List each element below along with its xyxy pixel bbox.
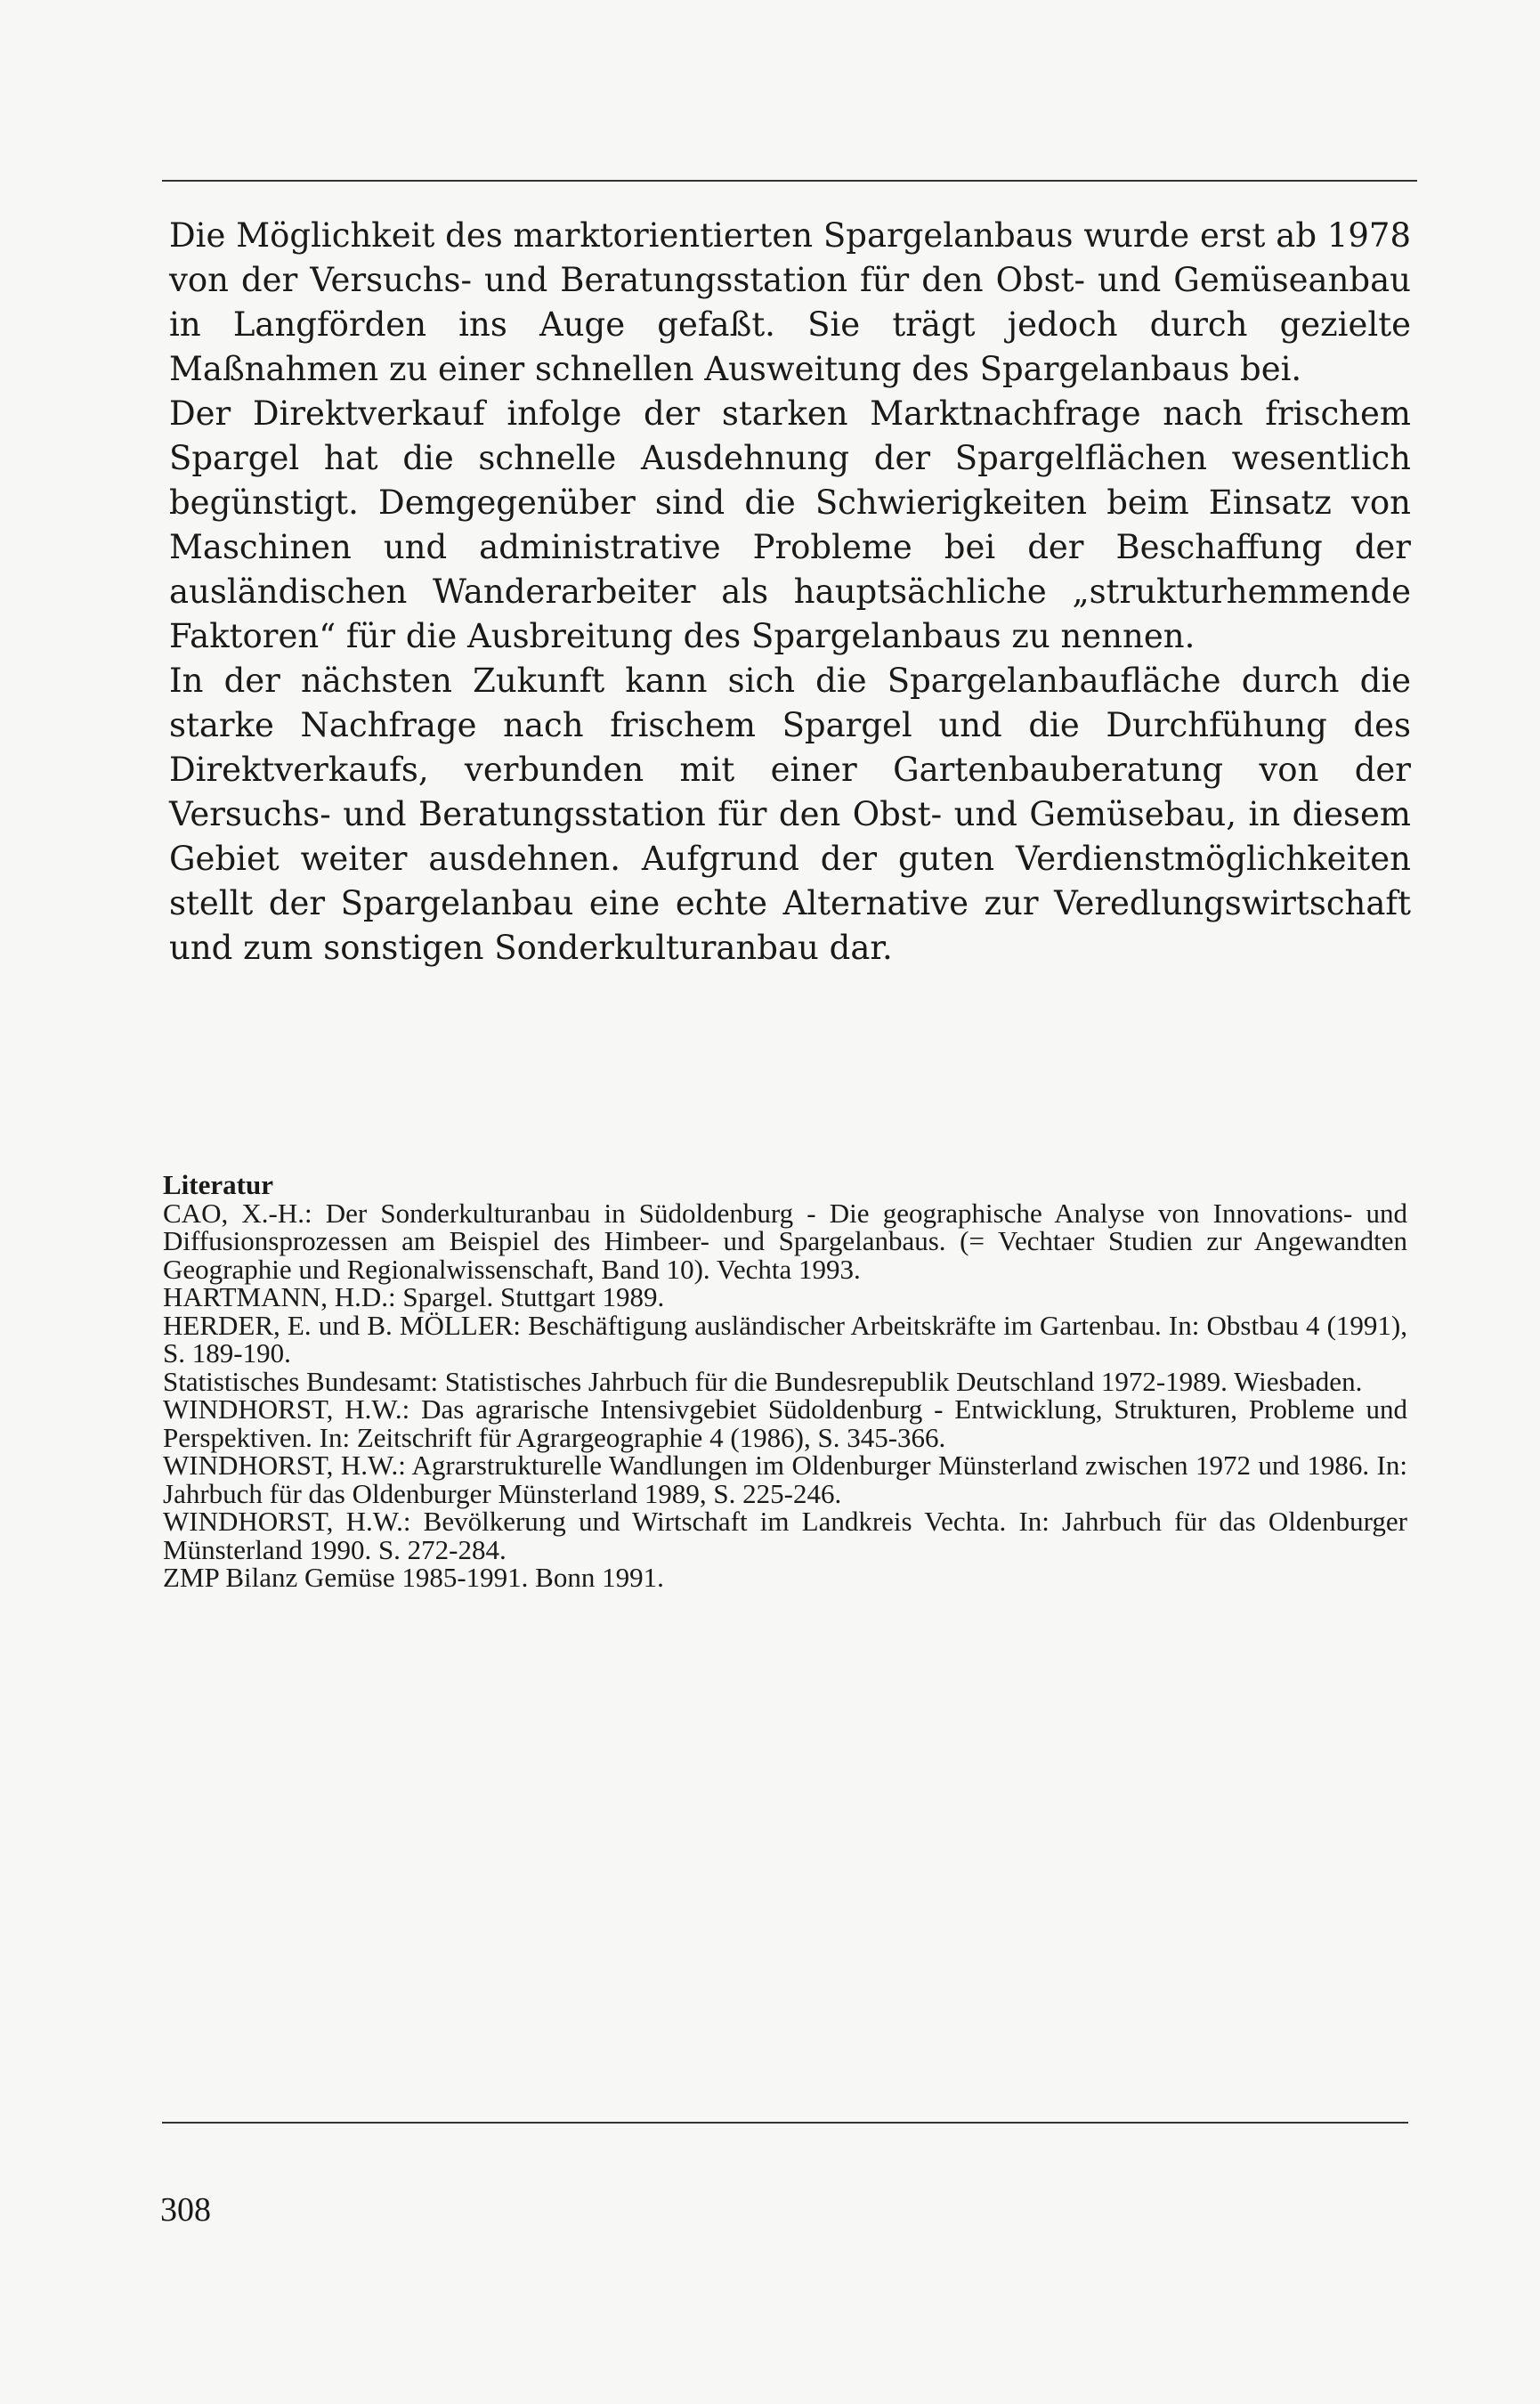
bottom-rule — [162, 2122, 1408, 2124]
reference-entry: HARTMANN, H.D.: Spargel. Stuttgart 1989. — [163, 1281, 665, 1312]
reference-entry: CAO, X.-H.: Der Sonderkulturanbau in Südoldenburg - Die geographische Analyse von Innovations- und Diffusionsprozessen am Beispiel des Himbeer- und Spargelanbaus. (= Vechtaer Studien zur Angewandten Geographie und Regionalwissenschaft, Band 10). Vechta 1993. — [163, 1197, 1407, 1285]
body-text — [169, 214, 1411, 971]
reference-entry: HERDER, E. und B. MÖLLER: Beschäftigung ausländischer Arbeitskräfte im Gartenbau. In: Obstbau 4 (1991), S. 189-190. — [163, 1309, 1407, 1368]
reference-entry: Statistisches Bundesamt: Statistisches Jahrbuch für die Bundesrepublik Deutschland 1972-1989. Wiesbaden. — [163, 1365, 1363, 1397]
reference-entry: ZMP Bilanz Gemüse 1985-1991. Bonn 1991. — [163, 1562, 664, 1593]
literature-section — [163, 1171, 1407, 1592]
top-rule — [162, 180, 1417, 182]
reference-entry: WINDHORST, H.W.: Bevölkerung und Wirtschaft im Landkreis Vechta. In: Jahrbuch für das Oldenburger Münsterland 1990. S. 272-284. — [163, 1506, 1407, 1565]
reference-entry: WINDHORST, H.W.: Agrarstrukturelle Wandlungen im Oldenburger Münsterland zwischen 1972 und 1986. In: Jahrbuch für das Oldenburger Münsterland 1989, S. 225-246. — [163, 1450, 1407, 1509]
paragraph: Der Direktverkauf infolge der starken Marktnachfrage nach frischem Spargel hat die schnelle Ausdehnung der Spargelflächen wesentlich begünstigt. Demgegenüber sind die Schwierigkeiten beim Einsatz von Maschinen und administrative Probleme bei der Beschaffung der ausländischen Wanderarbeiter als hauptsächliche „strukturhemmende Faktoren“ für die Ausbreitung des Spargelanbaus zu nennen. — [169, 394, 1411, 655]
paragraph: In der nächsten Zukunft kann sich die Spargelanbaufläche durch die starke Nachfrage nach frischem Spargel und die Durchfühung des Direktverkaufs, verbunden mit einer Gartenbauberatung von der Versuchs- und Beratungsstation für den Obst- und Gemüsebau, in diesem Gebiet weiter ausdehnen. Aufgrund der guten Verdienstmöglichkeiten stellt der Spargelanbau eine echte Alternative zur Veredlungswirtschaft und zum sonstigen Sonderkulturanbau dar. — [169, 662, 1411, 967]
reference-entry: WINDHORST, H.W.: Das agrarische Intensivgebiet Südoldenburg - Entwicklung, Strukturen, Probleme und Perspektiven. In: Zeitschrift für Agrargeographie 4 (1986), S. 345-366. — [163, 1393, 1407, 1453]
literature-heading: Literatur — [163, 1169, 273, 1200]
page-number: 308 — [160, 2191, 211, 2229]
paragraph: Die Möglichkeit des marktorientierten Spargelanbaus wurde erst ab 1978 von der Versuchs- und Beratungsstation für den Obst- und Gemüseanbau in Langförden ins Auge gefaßt. Sie trägt jedoch durch gezielte Maßnahmen zu einer schnellen Ausweitung des Spargelanbaus bei. — [169, 216, 1411, 388]
